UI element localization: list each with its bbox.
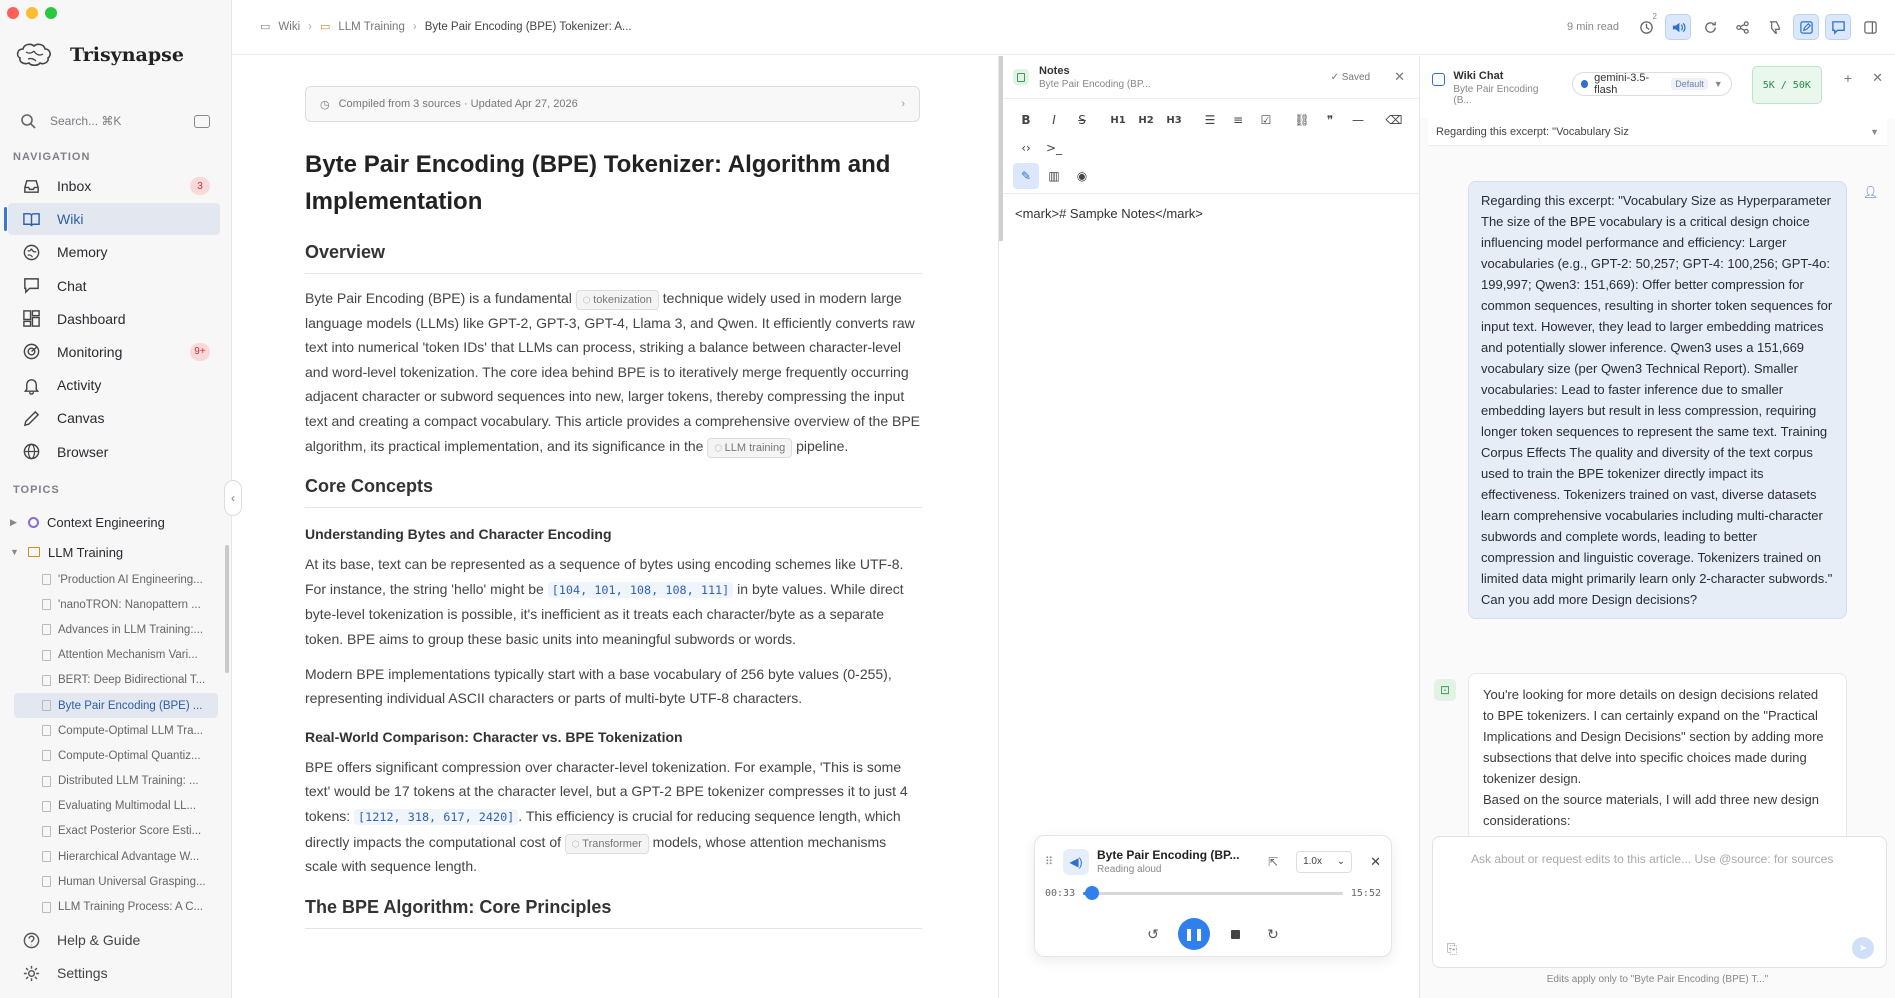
subpage-label: BERT: Deep Bidirectional T... xyxy=(58,674,206,687)
subpage-label: Byte Pair Encoding (BPE) ... xyxy=(58,699,203,712)
text: At its base, text can be represented as a sequence of bytes using encoding schemes like UTF-8. For instance, the string 'hello' might be xyxy=(305,556,904,597)
nav-item-memory[interactable] xyxy=(8,236,220,268)
subpage-item[interactable] xyxy=(14,668,218,693)
bot-avatar-icon: ⊡ xyxy=(1434,679,1456,701)
nav-item-activity[interactable] xyxy=(8,369,220,401)
user-avatar-icon: 👤︎ xyxy=(1862,185,1878,199)
refresh-icon xyxy=(1703,20,1718,35)
external-link-icon[interactable]: ⇱ xyxy=(1268,854,1279,869)
saved-status: ✓ Saved xyxy=(1330,71,1371,83)
subpage-label: Evaluating Multimodal LL... xyxy=(58,800,197,813)
document-icon xyxy=(42,650,51,661)
progress-slider[interactable] xyxy=(1083,892,1343,895)
edit-mode-icon[interactable]: ✎ xyxy=(1013,163,1039,189)
send-button[interactable]: ➤ xyxy=(1852,937,1874,959)
minimize-window-button[interactable] xyxy=(26,7,38,19)
nav-item-wiki[interactable] xyxy=(8,203,220,235)
tag-chip-tokenization[interactable]: ⬡ tokenization xyxy=(576,290,659,310)
notes-title: Notes xyxy=(1039,64,1070,77)
notes-subtitle: Byte Pair Encoding (BP... xyxy=(1039,78,1151,90)
chevron-down-icon: ⌄ xyxy=(1336,856,1346,867)
total-time: 15:52 xyxy=(1350,888,1381,899)
topic-label: Context Engineering xyxy=(47,514,165,530)
chat-icon xyxy=(1831,20,1846,35)
subpage-item[interactable] xyxy=(14,819,218,844)
numbered-list-icon[interactable]: ≡ xyxy=(1232,113,1244,127)
paragraph xyxy=(305,286,922,458)
nav-item-dashboard[interactable] xyxy=(8,303,220,335)
nav-section-label: NAVIGATION xyxy=(13,151,91,163)
subpage-item[interactable] xyxy=(14,869,218,894)
subpage-item[interactable] xyxy=(14,592,218,617)
document-icon xyxy=(42,801,51,812)
chat-icon xyxy=(22,276,41,295)
sidebar xyxy=(0,0,232,998)
subpage-item[interactable] xyxy=(14,643,218,668)
document-icon xyxy=(42,599,51,610)
zoom-window-button[interactable] xyxy=(45,7,57,19)
article-body xyxy=(305,146,922,941)
read-time: 9 min read xyxy=(1567,21,1619,33)
paragraph xyxy=(305,552,922,651)
subpage-label: Attention Mechanism Vari... xyxy=(58,649,198,662)
monitoring-badge: 9+ xyxy=(190,343,210,361)
new-chat-button[interactable]: + xyxy=(1843,70,1853,86)
chevron-right-icon: › xyxy=(412,20,417,33)
breadcrumb-wiki[interactable]: Wiki xyxy=(278,20,301,33)
section-heading: Overview xyxy=(305,242,922,274)
nav-label: Memory xyxy=(57,244,108,261)
model-select[interactable] xyxy=(1572,72,1732,96)
terminal-icon[interactable]: >_ xyxy=(1045,141,1063,155)
globe-icon xyxy=(22,442,41,461)
document-icon xyxy=(42,700,51,711)
history-count: 2 xyxy=(1652,12,1657,21)
code-icon[interactable]: ‹› xyxy=(1021,141,1031,155)
help-guide-link[interactable] xyxy=(8,924,220,956)
text: . This efficiency is crucial for reducing sequence length, which directly impacts the computational cost of xyxy=(305,807,901,850)
notes-header xyxy=(999,56,1419,98)
sidebar-footer xyxy=(8,924,220,990)
chevron-right-icon: › xyxy=(308,20,312,33)
nav-item-chat[interactable] xyxy=(8,270,220,302)
search-placeholder: Search... ⌘K xyxy=(50,114,122,128)
player-title: Byte Pair Encoding (BP... xyxy=(1097,848,1240,862)
subpage-item[interactable] xyxy=(14,844,218,869)
chat-header xyxy=(1420,56,1895,118)
paperclip-icon[interactable]: ⎘ xyxy=(1447,941,1458,956)
model-default-tag: Default xyxy=(1671,78,1708,90)
model-name: gemini-3.5-flash xyxy=(1594,72,1650,96)
pause-icon: ❚❚ xyxy=(1183,927,1205,941)
close-notes-button[interactable]: ✕ xyxy=(1394,69,1405,84)
subpage-label: Hierarchical Advantage W... xyxy=(58,850,200,863)
bullet-list-icon[interactable]: ☰ xyxy=(1204,113,1216,127)
assistant-text: You're looking for more details on design decisions related to BPE tokenizers. I can certainly expand on the "Practical Implications and Design Decisions" section by adding more subsections that delve into specific choices made during tokenizer design. xyxy=(1483,687,1824,786)
chat-footer-note: Edits apply only to "Byte Pair Encoding (BPE) T..." xyxy=(1546,974,1769,985)
topics-section-label: TOPICS xyxy=(13,484,60,496)
notes-icon xyxy=(1013,69,1029,85)
refresh-button[interactable] xyxy=(1697,14,1723,40)
chevron-down-icon: ▼ xyxy=(1870,126,1879,137)
paragraph: Modern BPE implementations typically start with a base vocabulary of 256 byte values (0-255), representing individual ASCII characters or parts of multi-byte UTF-8 characters. xyxy=(305,665,892,707)
document-icon xyxy=(42,624,51,635)
nav-label: Activity xyxy=(57,377,102,394)
rewind-icon[interactable]: ↺ xyxy=(1147,925,1159,942)
window-controls xyxy=(7,7,57,19)
nav-label: Wiki xyxy=(57,211,84,228)
clock-icon: ◷ xyxy=(320,98,330,111)
sidebar-right-icon xyxy=(1863,20,1878,35)
nav-label: Browser xyxy=(57,443,109,460)
paragraph xyxy=(305,755,922,879)
chat-input-placeholder[interactable]: Ask about or request edits to this article... Use @source: for sources xyxy=(1471,852,1834,866)
history-button[interactable] xyxy=(1633,14,1659,40)
share-button[interactable] xyxy=(1729,14,1755,40)
nav-label: Inbox xyxy=(57,178,92,194)
assistant-message xyxy=(1468,673,1847,842)
topic-context-engineering[interactable] xyxy=(0,507,228,537)
breadcrumb-current: Byte Pair Encoding (BPE) Tokenizer: A... xyxy=(424,20,632,33)
link-icon[interactable]: ⛓ xyxy=(1294,113,1310,127)
subsection-heading: Understanding Bytes and Character Encoding xyxy=(305,526,612,543)
subpage-label: Distributed LLM Training: ... xyxy=(58,775,199,788)
subpage-item[interactable] xyxy=(14,617,218,642)
feedback-button[interactable] xyxy=(1761,14,1787,40)
read-aloud-button[interactable] xyxy=(1665,14,1691,40)
chevron-left-icon: ‹ xyxy=(231,491,235,505)
subpage-label: Compute-Optimal LLM Tra... xyxy=(58,724,204,737)
tag-chip-llm-training[interactable]: ⬡ LLM training xyxy=(707,438,792,458)
settings-label: Settings xyxy=(57,965,108,982)
speed-select[interactable] xyxy=(1296,851,1352,873)
heading1-button[interactable]: H1 xyxy=(1110,114,1126,126)
nav-item-inbox[interactable] xyxy=(8,170,220,202)
history-icon xyxy=(1639,20,1654,35)
text: Byte Pair Encoding (BPE) is a fundamental xyxy=(305,290,572,306)
inbox-badge: 3 xyxy=(190,177,210,195)
checklist-icon[interactable]: ☑ xyxy=(1260,113,1272,127)
text: in byte values. While direct byte-level tokenization is possible, it's inefficient as it treats each character/byte as a separate token. BPE aims to group these basic units into meaningful subwords or words. xyxy=(305,580,904,647)
italic-button[interactable]: I xyxy=(1052,113,1056,127)
collapse-sidebar-button[interactable] xyxy=(224,480,242,516)
subpage-label: Exact Posterior Score Esti... xyxy=(58,825,202,838)
brain-icon xyxy=(22,243,41,262)
nav-label: Dashboard xyxy=(57,310,126,327)
excerpt-label: Regarding this excerpt: "Vocabulary Siz xyxy=(1436,125,1629,138)
chevron-right-icon: › xyxy=(901,98,905,110)
nav-item-browser[interactable] xyxy=(8,436,220,468)
chat-subtitle: Byte Pair Encoding (B... xyxy=(1453,84,1539,106)
speed-value: 1.0x xyxy=(1303,856,1322,867)
speaker-icon xyxy=(1671,20,1686,35)
section-heading: Core Concepts xyxy=(305,476,922,508)
subsection-heading: Real-World Comparison: Character vs. BPE Tokenization xyxy=(305,728,683,745)
subpage-label: Compute-Optimal Quantiz... xyxy=(58,749,201,762)
nav-item-monitoring[interactable] xyxy=(8,336,220,368)
pause-button[interactable] xyxy=(1178,918,1210,950)
user-message: Regarding this excerpt: "Vocabulary Size as Hyperparameter The size of the BPE vocabulary is a critical design choice influencing model performance and efficiency: Larger vocabularies (e.g., GPT-2: 50,257; GPT-4: 100,256; GPT-4o: 199,997; Qwen3: 151,669): Offer better compression for common sequences, resulting in shorter token sequences for input text. However, they lead to larger embedding matrices and potentially slower inference. Qwen3 uses a 151,669 vocabulary size (per Qwen3 Technical Report). Smaller vocabularies: Lead to faster inference due to smaller embedding layers but result in less compression, requiring longer token sequences to represent the same text. Training Corpus Effects The quality and diversity of the text corpus used to train the BPE tokenizer directly impact its effectiveness. Tokenizers trained on vast, diverse datasets learn comprehensive vocabularies including multi-character subwords and complete words, leading to better compression and linguistic coverage. Tokenizers trained on limited data might primarily learn only 2-character subwords." Can you add more Design decisions? xyxy=(1468,181,1847,619)
document-icon xyxy=(42,750,51,761)
subpage-item[interactable] xyxy=(14,769,218,794)
close-chat-button[interactable]: ✕ xyxy=(1872,70,1883,85)
elapsed-time: 00:33 xyxy=(1045,888,1076,899)
thumbs-down-icon xyxy=(1767,20,1782,35)
article-title: Byte Pair Encoding (BPE) Tokenizer: Algorithm and Implementation xyxy=(305,151,891,215)
split-view-icon[interactable]: ▥ xyxy=(1048,169,1060,183)
preview-eye-icon[interactable]: ◉ xyxy=(1076,169,1088,183)
notes-toggle-button[interactable] xyxy=(1793,14,1819,40)
token-usage-badge: 5K / 50K xyxy=(1752,66,1822,104)
section-heading: The BPE Algorithm: Core Principles xyxy=(305,897,922,929)
player-status: Reading aloud xyxy=(1097,864,1162,875)
subpage-item[interactable] xyxy=(14,718,218,743)
horizontal-rule-icon[interactable]: — xyxy=(1352,113,1364,127)
document-icon xyxy=(42,725,51,736)
heading3-button[interactable]: H3 xyxy=(1166,114,1182,126)
subpage-label: 'Production AI Engineering... xyxy=(58,573,203,586)
text: BPE offers significant compression over character-level tokenization. For example, 'This is some text' would be 17 tokens at the character level, but a GPT-2 BPE tokenizer compresses it to just 4 tokens: xyxy=(305,758,908,824)
subpage-item[interactable] xyxy=(14,894,218,919)
gear-icon xyxy=(22,964,41,983)
layout-toggle-button[interactable] xyxy=(1857,14,1883,40)
topic-icon xyxy=(28,517,39,528)
subpage-label: Advances in LLM Training:... xyxy=(58,623,204,636)
subpage-item[interactable] xyxy=(14,743,218,768)
close-window-button[interactable] xyxy=(7,7,19,19)
forward-icon[interactable]: ↻ xyxy=(1267,925,1279,942)
text: models, whose attention mechanisms scale with sequence length. xyxy=(305,833,887,875)
model-icon xyxy=(1581,80,1588,88)
breadcrumb xyxy=(260,20,632,33)
stop-button[interactable] xyxy=(1222,921,1248,947)
notes-editor[interactable]: <mark># Sampke Notes</mark> xyxy=(1015,206,1203,221)
drag-handle-icon[interactable]: ⠿ xyxy=(1045,856,1054,868)
topic-llm-training[interactable] xyxy=(0,537,228,567)
sidebar-scrollbar[interactable] xyxy=(225,545,229,673)
text: technique widely used in modern large language models (LLMs) like GPT-2, GPT-3, GPT-4, Llama 3, and Qwen. It efficiently converts raw text into numerical 'token IDs' that LLMs can process, striking a balance between character-level and word-level tokenization. The core idea behind BPE is to iteratively merge frequently occurring adjacent character or subword sequences into new, larger tokens, thereby compressing the input text and creating a compact vocabulary. This article provides a comprehensive overview of the BPE algorithm, its practical implementation, and its significance in the xyxy=(305,290,921,454)
document-icon xyxy=(42,826,51,837)
subpage-item[interactable] xyxy=(14,567,218,592)
document-icon xyxy=(42,574,51,585)
radar-icon xyxy=(22,342,41,361)
folder-icon: ▭ xyxy=(319,21,331,33)
read-aloud-player xyxy=(1034,835,1392,957)
chat-icon xyxy=(1432,73,1445,86)
document-icon xyxy=(42,876,51,887)
book-icon: ▭ xyxy=(260,21,271,33)
settings-link[interactable] xyxy=(8,957,220,989)
dashboard-icon xyxy=(22,309,41,328)
new-note-icon[interactable] xyxy=(194,115,210,128)
chevron-right-icon[interactable]: ▶ xyxy=(10,516,17,527)
compiled-text: Compiled from 3 sources · Updated Apr 27, 2026 xyxy=(338,98,578,110)
help-label: Help & Guide xyxy=(57,932,141,948)
help-icon xyxy=(22,931,41,950)
nav-label: Monitoring xyxy=(57,343,123,360)
nav-label: Canvas xyxy=(57,410,105,427)
stop-icon xyxy=(1231,930,1240,939)
quote-icon[interactable]: ❞ xyxy=(1326,113,1334,127)
inline-code: [104, 101, 108, 108, 111] xyxy=(548,582,734,598)
speaker-icon: ◀) xyxy=(1063,849,1089,875)
topbar xyxy=(232,0,1895,55)
subpage-item[interactable] xyxy=(14,794,218,819)
topics-list xyxy=(0,507,228,920)
nav-label: Chat xyxy=(57,277,87,294)
search-icon xyxy=(20,113,36,129)
strikethrough-button[interactable]: S xyxy=(1078,113,1086,127)
excerpt-select[interactable] xyxy=(1428,118,1887,146)
document-icon xyxy=(42,902,51,913)
pencil-icon xyxy=(22,409,41,428)
chat-title: Wiki Chat xyxy=(1453,70,1504,82)
subpage-label: 'nanoTRON: Nanopattern ... xyxy=(58,598,201,611)
close-player-button[interactable]: ✕ xyxy=(1370,853,1381,869)
document-icon xyxy=(42,776,51,787)
breadcrumb-topic[interactable]: LLM Training xyxy=(338,20,405,33)
chevron-down-icon: ▼ xyxy=(1713,79,1723,89)
tag-chip-transformer[interactable]: ⬡ Transformer xyxy=(565,834,649,854)
book-icon xyxy=(22,210,41,229)
app-name: Trisynapse xyxy=(70,44,184,66)
article-toolbar xyxy=(1567,14,1883,40)
brain-logo-icon xyxy=(14,40,54,70)
document-icon xyxy=(42,851,51,862)
chat-messages xyxy=(1420,173,1895,881)
notes-scrollbar[interactable] xyxy=(999,56,1003,241)
assistant-text: Based on the source materials, I will add three new design considerations: xyxy=(1483,792,1820,828)
edit-icon xyxy=(1799,20,1814,35)
book-icon xyxy=(28,547,40,557)
chat-composer[interactable] xyxy=(1432,836,1887,968)
progress-knob[interactable] xyxy=(1085,886,1099,900)
document-icon xyxy=(42,675,51,686)
wiki-chat-pane xyxy=(1419,56,1895,998)
clear-format-icon[interactable]: ⌫ xyxy=(1385,113,1403,127)
subpage-label: Human Universal Grasping... xyxy=(58,875,206,888)
editor-toolbar xyxy=(999,98,1419,194)
nav-list xyxy=(8,170,220,469)
topic-subpages xyxy=(0,567,228,920)
share-icon xyxy=(1735,20,1750,35)
bold-button[interactable]: B xyxy=(1021,113,1031,127)
bell-icon xyxy=(22,376,41,395)
chat-toggle-button[interactable] xyxy=(1825,14,1851,40)
heading2-button[interactable]: H2 xyxy=(1138,114,1154,126)
compiled-sources-banner[interactable] xyxy=(305,86,920,122)
text: pipeline. xyxy=(796,437,849,454)
subpage-item-active[interactable] xyxy=(14,693,218,718)
brand xyxy=(14,40,184,70)
article-pane xyxy=(232,56,998,998)
subpage-label: LLM Training Process: A C... xyxy=(58,901,204,914)
search-input[interactable] xyxy=(20,110,210,132)
topic-label: LLM Training xyxy=(48,544,124,560)
nav-item-canvas[interactable] xyxy=(8,402,220,434)
inbox-icon xyxy=(22,177,41,196)
chevron-down-icon[interactable]: ▼ xyxy=(10,547,19,557)
inline-code: [1212, 318, 617, 2420] xyxy=(354,809,518,825)
